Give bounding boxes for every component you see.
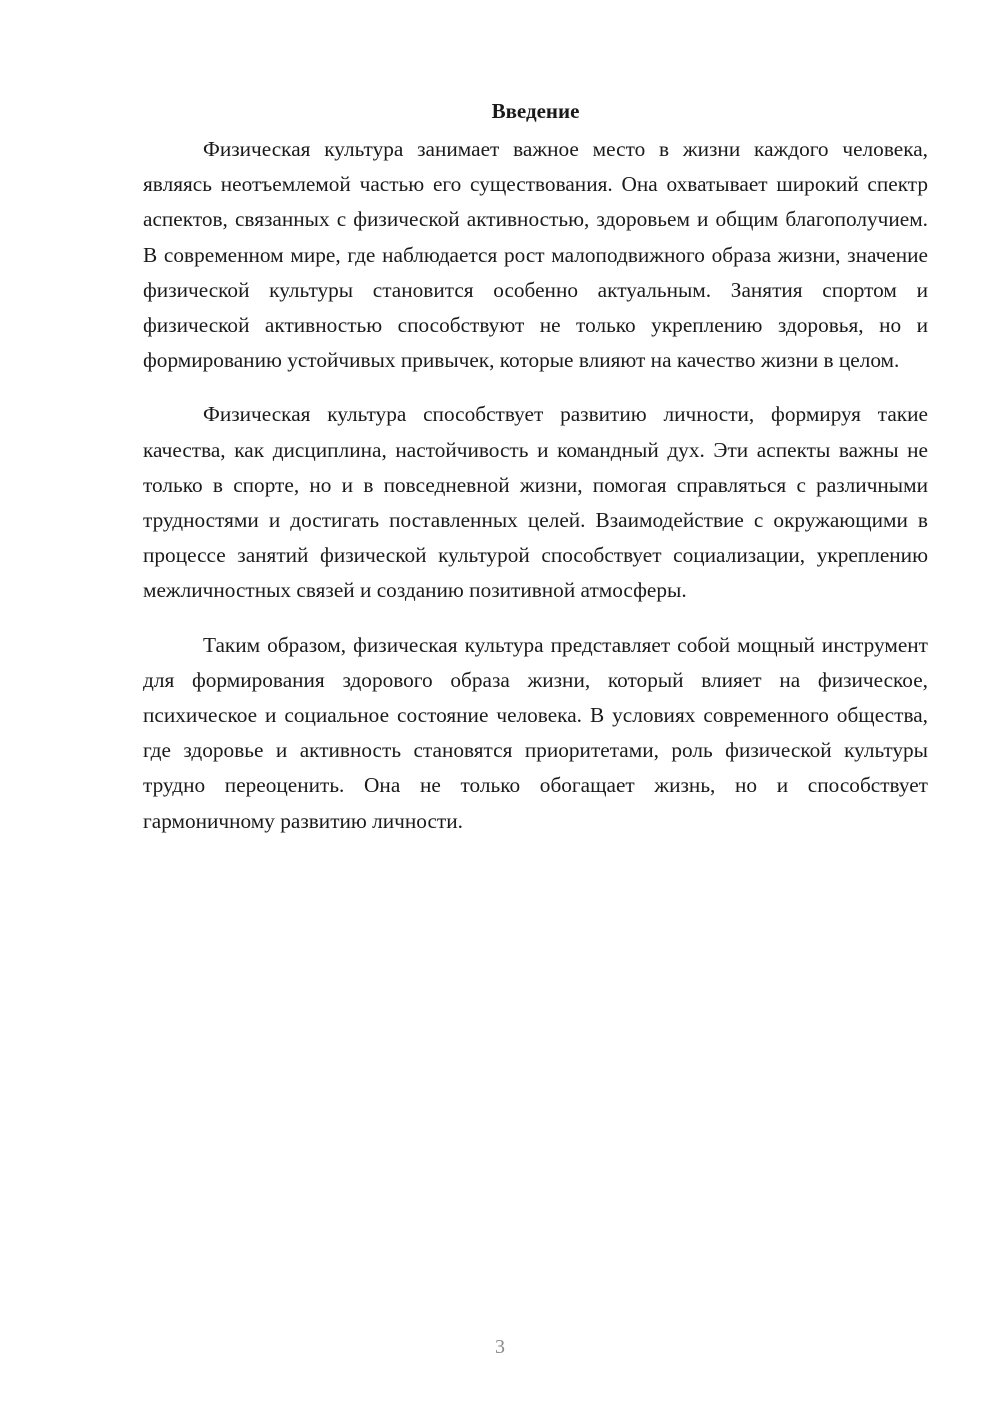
page-content	[143, 96, 928, 858]
paragraph-2: Физическая культура способствует развитию личности, формируя такие качества, как дисциплина, настойчивость и командный дух. Эти аспекты важны не только в спорте, но и в повседневной жизни, помогая справляться с различными трудностями и достигать поставленных целей. Взаимодействие с окружающими в процессе занятий физической культурой способствует социализации, укреплению межличностных связей и созданию позитивной атмосферы.	[143, 402, 928, 603]
paragraph-1: Физическая культура занимает важное место в жизни каждого человека, являясь неотъемлемой частью его существования. Она охватывает широкий спектр аспектов, связанных с физической активностью, здоровьем и общим благополучием. В современном мире, где наблюдается рост малоподвижного образа жизни, значение физической культуры становится особенно актуальным. Занятия спортом и физической активностью способствуют не только укреплению здоровья, но и формированию устойчивых привычек, которые влияют на качество жизни в целом.	[143, 137, 928, 373]
section-title: Введение	[491, 99, 580, 123]
paragraph-3: Таким образом, физическая культура представляет собой мощный инструмент для формирования здорового образа жизни, который влияет на физическое, психическое и социальное состояние человека. В условиях современного общества, где здоровье и активность становятся приоритетами, роль физической культуры трудно переоценить. Она не только обогащает жизнь, но и способствует гармоничному развитию личности.	[143, 632, 928, 833]
page-number: 3	[495, 1336, 505, 1358]
